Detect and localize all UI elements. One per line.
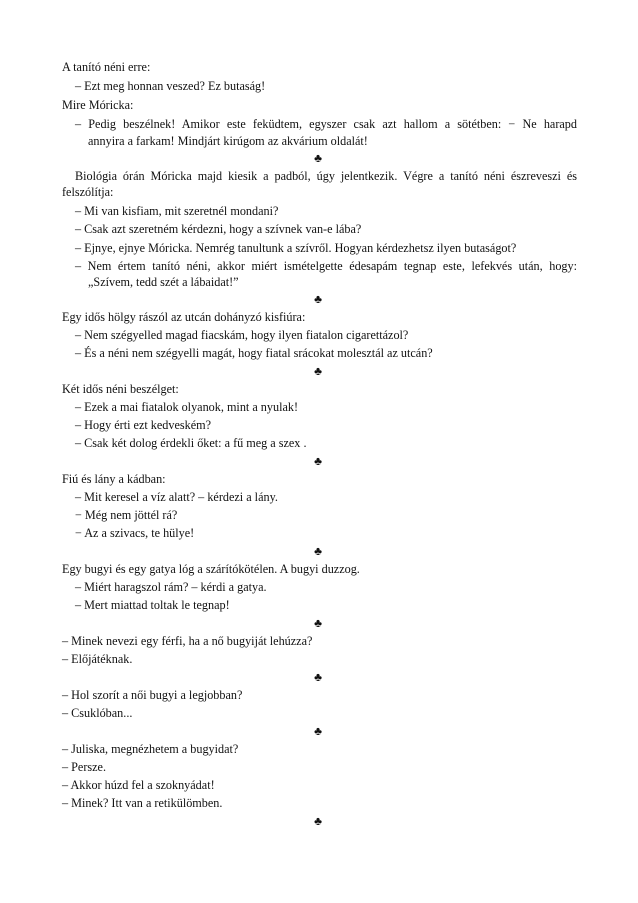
dialogue-line: – Minek? Itt van a retikülömben. <box>62 796 223 810</box>
dialogue-line: – Ezt meg honnan veszed? Ez butaság! <box>75 79 266 93</box>
dialogue-line: „Szívem, tedd szét a lábaidat!” <box>88 275 239 289</box>
dialogue-line: – Mert miattad toltak le tegnap! <box>75 598 230 612</box>
dialogue-line: – Miért haragszol rám? – kérdi a gatya. <box>75 580 267 594</box>
text-line: Két idős néni beszélget: <box>62 382 179 396</box>
dialogue-line: – Előjátéknak. <box>62 652 133 666</box>
club-separator-icon: ♣ <box>314 670 322 684</box>
club-separator-icon: ♣ <box>314 151 322 165</box>
dialogue-line: – Csak két dolog érdekli őket: a fű meg a szex . <box>75 436 307 450</box>
text-line: Fiú és lány a kádban: <box>62 472 166 486</box>
dialogue-line: – Csuklóban... <box>62 706 133 720</box>
dialogue-line: – Pedig beszélnek! Amikor este feküdtem, egyszer csak azt hallom a sötétben: − Ne harapd <box>75 117 577 131</box>
club-separator-icon: ♣ <box>314 544 322 558</box>
dialogue-line: – Persze. <box>62 760 106 774</box>
club-separator-icon: ♣ <box>314 292 322 306</box>
club-separator-icon: ♣ <box>314 814 322 828</box>
dialogue-line: – Mi van kisfiam, mit szeretnél mondani? <box>75 204 279 218</box>
dialogue-line: – Akkor húzd fel a szoknyádat! <box>62 778 215 792</box>
text-line: Biológia órán Móricka majd kiesik a padból, úgy jelentkezik. Végre a tanító néni észreveszi és <box>75 169 577 183</box>
dialogue-line: – Hogy érti ezt kedveském? <box>75 418 212 432</box>
dialogue-line: – Csak azt szeretném kérdezni, hogy a szívnek van-e lába? <box>75 222 362 236</box>
text-line: Mire Móricka: <box>62 98 134 112</box>
dialogue-line: – Nem szégyelled magad fiacskám, hogy ilyen fiatalon cigarettázol? <box>75 328 409 342</box>
dialogue-line: − Még nem jöttél rá? <box>75 508 178 522</box>
dialogue-line: – Hol szorít a női bugyi a legjobban? <box>62 688 243 702</box>
club-separator-icon: ♣ <box>314 364 322 378</box>
dialogue-line: – Ejnye, ejnye Móricka. Nemrég tanultunk a szívről. Hogyan kérdezhetsz ilyen butaságot? <box>75 241 517 255</box>
dialogue-line: – És a néni nem szégyelli magát, hogy fiatal srácokat molesztál az utcán? <box>75 346 433 360</box>
text-line: Egy idős hölgy rászól az utcán dohányzó kisfiúra: <box>62 310 306 324</box>
club-separator-icon: ♣ <box>314 616 322 630</box>
dialogue-line: – Minek nevezi egy férfi, ha a nő bugyiját lehúzza? <box>62 634 313 648</box>
club-separator-icon: ♣ <box>314 724 322 738</box>
dialogue-line: annyira a farkam! Mindjárt kirúgom az akvárium oldalát! <box>88 134 368 148</box>
dialogue-line: – Mit keresel a víz alatt? – kérdezi a lány. <box>75 490 278 504</box>
dialogue-line: – Ezek a mai fiatalok olyanok, mint a nyulak! <box>75 400 299 414</box>
text-line: felszólítja: <box>62 185 114 199</box>
dialogue-line: – Nem értem tanító néni, akkor miért ismételgette édesapám tegnap este, lefekvés után, hogy: <box>75 259 577 273</box>
text-line: Egy bugyi és egy gatya lóg a szárítókötélen. A bugyi duzzog. <box>62 562 360 576</box>
club-separator-icon: ♣ <box>314 454 322 468</box>
dialogue-line: – Juliska, megnézhetem a bugyidat? <box>62 742 239 756</box>
text-line: A tanító néni erre: <box>62 60 151 74</box>
dialogue-line: − Az a szivacs, te hülye! <box>75 526 195 540</box>
